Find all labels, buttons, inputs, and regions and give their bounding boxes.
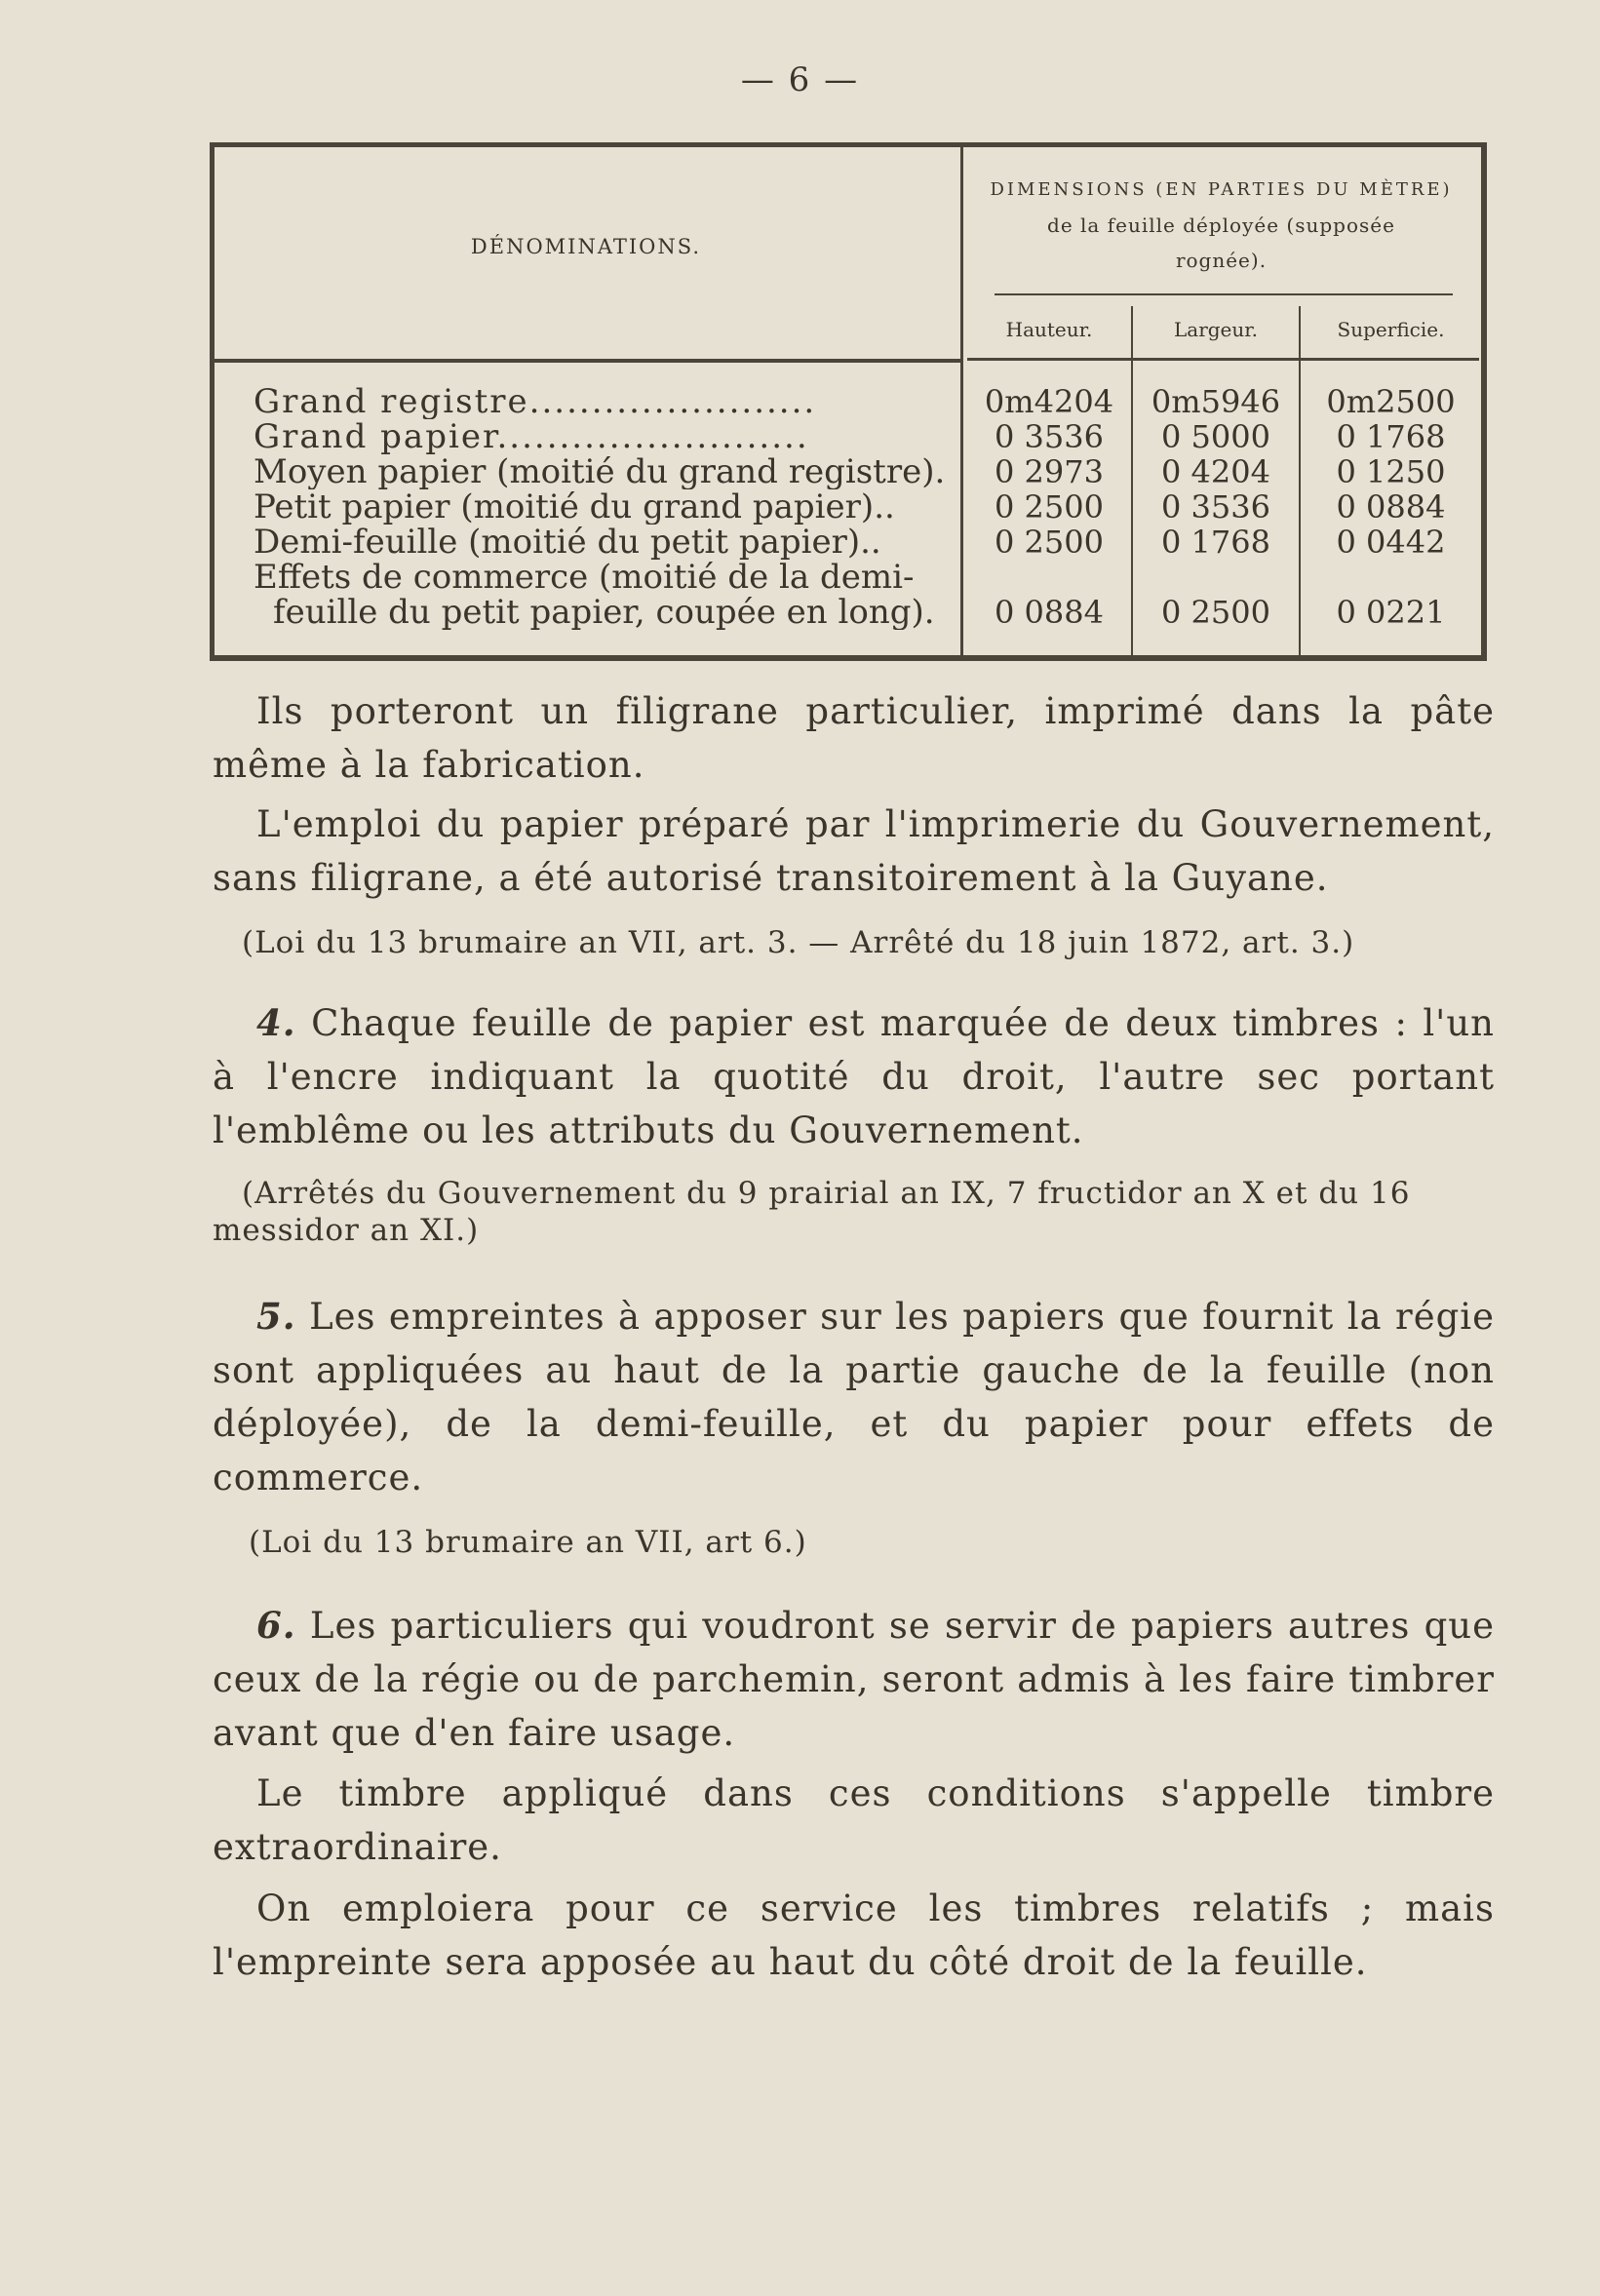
cell-superficie: 0 1768 xyxy=(1336,418,1446,455)
header-dimensions-line3: rognée). xyxy=(1175,249,1268,272)
paragraph-service xyxy=(213,1882,1495,1989)
header-dimensions-line1: DIMENSIONS (EN PARTIES DU MÈTRE) xyxy=(990,179,1453,200)
cell-hauteur: 0 2500 xyxy=(995,524,1104,561)
header-dimensions xyxy=(965,173,1477,278)
article-number: 4. xyxy=(256,1001,296,1044)
table-divider xyxy=(967,358,1479,361)
cell-hauteur: 0m4204 xyxy=(984,383,1114,420)
citation: (Loi du 13 brumaire an VII, art. 3. — Arrêté du 18 juin 1872, art. 3.) xyxy=(242,925,1355,960)
col-hauteur: Hauteur. xyxy=(1005,318,1093,341)
cell-superficie: 0 0884 xyxy=(1336,488,1446,525)
cell-largeur: 0 2500 xyxy=(1161,594,1270,631)
article-number: 6. xyxy=(256,1604,296,1647)
article-6 xyxy=(213,1599,1495,1760)
cell-superficie: 0 0221 xyxy=(1336,594,1446,631)
col-superficie: Superficie. xyxy=(1337,318,1445,341)
citation-text: (Arrêtés du Gouvernement du 9 prairial an IX, 7 fructidor an X et du 16 messidor an XI.) xyxy=(213,1176,1411,1248)
cell-largeur: 0 1768 xyxy=(1161,524,1270,561)
paragraph-emploi xyxy=(213,798,1495,905)
paragraph-filigrane xyxy=(213,684,1495,792)
row-label: Moyen papier (moitié du grand registre). xyxy=(254,454,946,489)
cell-superficie: 0 1250 xyxy=(1336,453,1446,490)
row-label: Grand registre....................... xyxy=(254,384,817,419)
row-label: feuille du petit papier, coupée en long). xyxy=(273,595,935,630)
table-divider xyxy=(215,359,960,363)
article-5 xyxy=(213,1290,1495,1504)
article-number: 5. xyxy=(256,1295,296,1338)
col-largeur: Largeur. xyxy=(1173,318,1258,341)
header-dimensions-line2: de la feuille déployée (supposée xyxy=(1047,214,1395,237)
paragraph-text: Ils porteront un filigrane particulier, imprimé dans la pâte même à la fabrication. xyxy=(213,690,1495,786)
paragraph-text: On emploiera pour ce service les timbres relatifs ; mais l'empreinte sera apposée au haut du côté droit de la feuille. xyxy=(213,1887,1495,1983)
paragraph-timbre xyxy=(213,1767,1495,1874)
cell-largeur: 0 4204 xyxy=(1161,453,1270,490)
cell-superficie: 0 0442 xyxy=(1336,524,1446,561)
paragraph-text: Les particuliers qui voudront se servir de papiers autres que ceux de la régie ou de parchemin, seront admis à les faire timbrer avant que d'en faire usage. xyxy=(213,1605,1496,1754)
row-label: Demi-feuille (moitié du petit papier).. xyxy=(254,525,881,560)
table-divider xyxy=(995,293,1453,295)
table-divider xyxy=(960,147,963,655)
cell-largeur: 0m5946 xyxy=(1151,383,1281,420)
cell-hauteur: 0 2973 xyxy=(995,453,1104,490)
citation: (Loi du 13 brumaire an VII, art 6.) xyxy=(249,1525,807,1560)
cell-hauteur: 0 0884 xyxy=(995,594,1104,631)
header-denominations: DÉNOMINATIONS. xyxy=(470,235,702,258)
cell-largeur: 0 3536 xyxy=(1161,488,1270,525)
citation xyxy=(213,1175,1495,1249)
row-label: Effets de commerce (moitié de la demi- xyxy=(254,560,915,595)
cell-largeur: 0 5000 xyxy=(1161,418,1270,455)
paragraph-text: Chaque feuille de papier est marquée de deux timbres : l'un à l'encre indiquant la quotité du droit, l'autre sec portant l'emblême ou les attributs du Gouvernement. xyxy=(213,1002,1495,1151)
cell-hauteur: 0 2500 xyxy=(995,488,1104,525)
cell-hauteur: 0 3536 xyxy=(995,418,1104,455)
paragraph-text: L'emploi du papier préparé par l'imprimerie du Gouvernement, sans filigrane, a été autorisé transitoirement à la Guyane. xyxy=(213,803,1495,899)
cell-superficie: 0m2500 xyxy=(1326,383,1456,420)
row-label: Grand papier......................... xyxy=(254,419,809,454)
paragraph-text: Le timbre appliqué dans ces conditions s'appelle timbre extraordinaire. xyxy=(213,1772,1495,1868)
article-4 xyxy=(213,996,1495,1157)
page-number: — 6 — xyxy=(740,60,860,99)
paper-dimensions-table xyxy=(210,142,1487,661)
row-label: Petit papier (moitié du grand papier).. xyxy=(254,489,895,525)
paragraph-text: Les empreintes à apposer sur les papiers que fournit la régie sont appliquées au haut de la partie gauche de la feuille (non déployée), de la demi-feuille, et du papier pour effets de commerce. xyxy=(213,1296,1495,1498)
